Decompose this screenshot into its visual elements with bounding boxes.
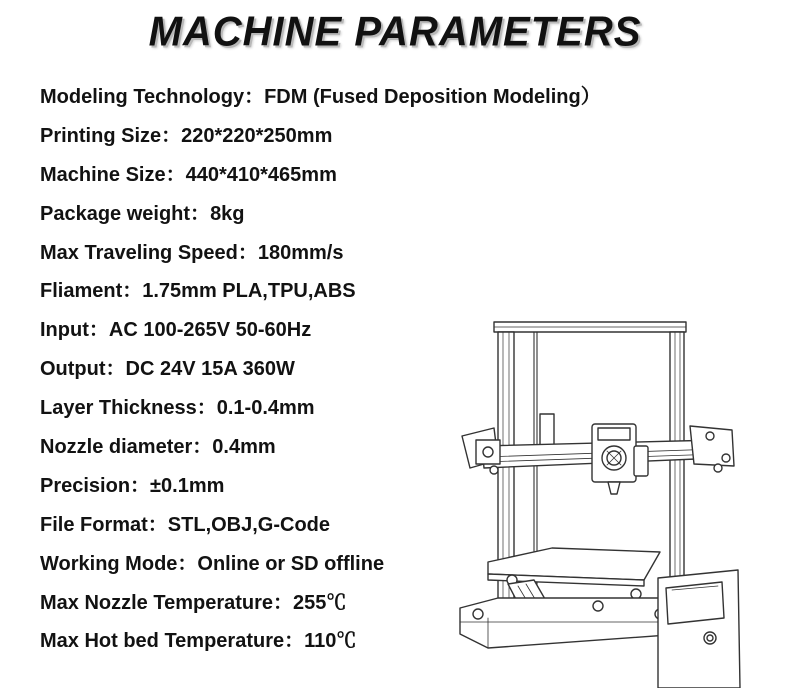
param-row-filament [40,272,760,311]
param-label: Max Hot bed Temperature： [40,630,305,653]
param-label: Layer Thickness： [40,397,217,420]
param-label: Output： [40,358,126,381]
param-value: 8kg [210,202,245,225]
param-label: Working Mode： [40,552,198,575]
param-value: DC 24V 15A 360W [125,358,295,381]
param-label: Package weight： [40,202,211,225]
param-value: 110℃ [304,630,357,653]
param-row-printing-size [40,117,760,156]
param-row-machine-size [40,156,760,195]
param-label: Nozzle diameter： [40,436,213,459]
param-row-max-traveling-speed [40,234,760,273]
param-value: 0.4mm [212,436,276,459]
param-value: 0.1-0.4mm [216,397,315,420]
param-label: Fliament： [40,280,143,303]
param-value: Online or SD offline [197,552,385,575]
param-value: STL,OBJ,G-Code [167,513,331,536]
param-value: 440*410*465mm [185,163,337,186]
param-label: Printing Size： [40,124,182,147]
param-label: Max Traveling Speed： [40,241,258,264]
param-value: 255℃ [293,591,347,614]
param-value: FDM (Fused Deposition Modeling） [264,86,601,108]
param-value: AC 100-265V 50-60Hz [108,319,312,342]
page-title: MACHINE PARAMETERS [148,9,642,55]
param-label: Precision： [40,474,151,497]
param-label: Modeling Technology： [40,86,265,108]
param-value: 220*220*250mm [181,124,333,147]
param-row-modeling-technology [40,78,760,117]
param-label: File Format： [40,513,168,536]
3d-printer-illustration [448,318,748,688]
param-label: Machine Size： [40,163,186,186]
param-label: Max Nozzle Temperature： [40,591,294,614]
param-label: Input： [40,319,109,342]
param-row-package-weight [40,195,760,234]
param-value: 180mm/s [257,241,344,264]
param-value: ±0.1mm [150,474,225,497]
param-value: 1.75mm PLA,TPU,ABS [142,280,356,303]
3d-printer-icon [448,318,748,688]
